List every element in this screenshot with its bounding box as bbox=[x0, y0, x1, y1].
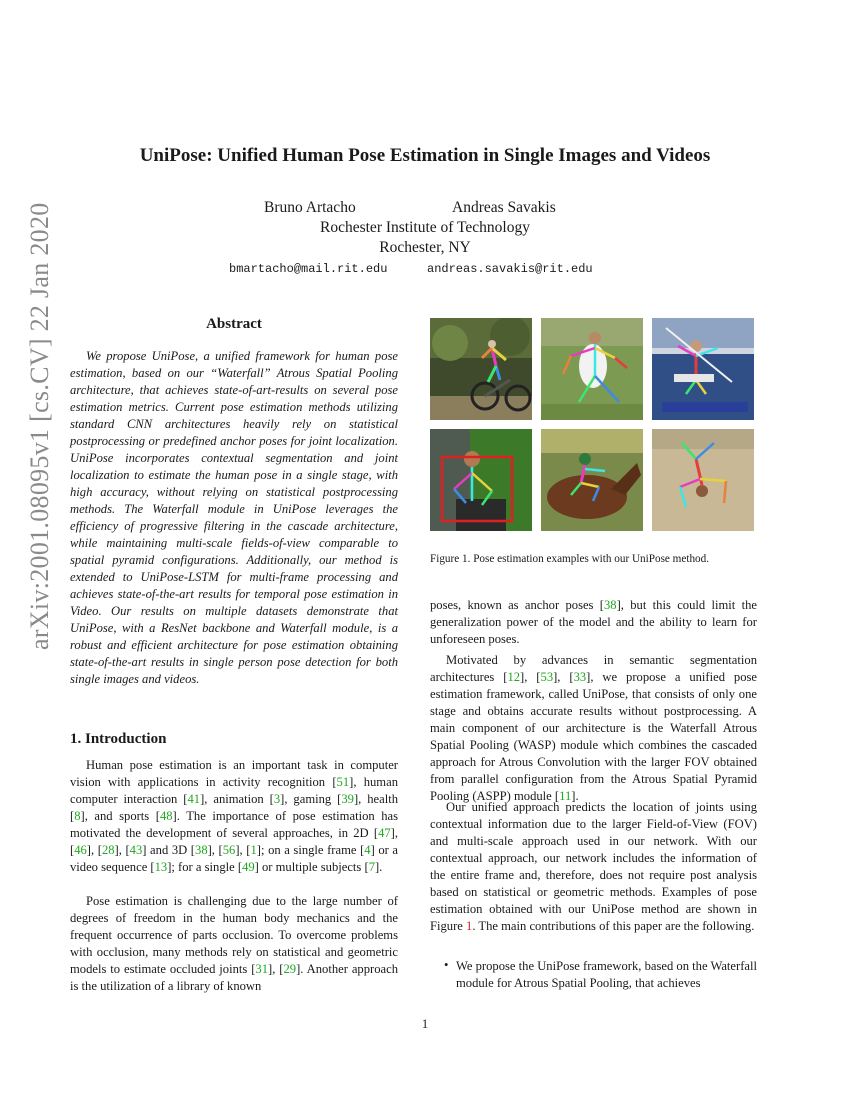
citation-link[interactable]: 47 bbox=[378, 826, 391, 840]
citation-link[interactable]: 53 bbox=[540, 670, 554, 684]
citation-link[interactable]: 8 bbox=[74, 809, 81, 823]
bullet-text: We propose the UniPose framework, based on the Waterfall module for Atrous Spatial Pooling, that achieves bbox=[456, 959, 757, 990]
figure-1 bbox=[430, 318, 755, 533]
citation-link[interactable]: 28 bbox=[101, 843, 115, 857]
figure-panel-bmx-rider bbox=[430, 318, 532, 420]
citation-link[interactable]: 38 bbox=[603, 598, 617, 612]
figure-panel-tennis-player bbox=[541, 318, 643, 420]
citation-link[interactable]: 56 bbox=[222, 843, 236, 857]
figure-panel-kayaker bbox=[652, 318, 754, 420]
figure-panel-acrobat-flip bbox=[652, 429, 754, 531]
section-heading-introduction: 1. Introduction bbox=[70, 731, 167, 747]
figure-panel-jockey-on-horse bbox=[541, 429, 643, 531]
citation-link[interactable]: 4 bbox=[364, 843, 371, 857]
location: Rochester, NY bbox=[379, 239, 471, 256]
paper-title: UniPose: Unified Human Pose Estimation in Single Images and Videos bbox=[139, 145, 711, 166]
figure-panel-person-with-bounding-box bbox=[430, 429, 532, 531]
abstract-text: We propose UniPose, a unified framework for human pose estimation, based on our “Waterfall” Atrous Spatial Pooling architecture, that achieves state-of-art-results on several pose estimation metrics. Current pose estimation methods utilizing standard CNN architectures heavily rely on statistical postprocessing or predefined anchor poses for joint localization. UniPose incorporates contextual segmentation and joint localization to estimate the human pose in a single stage, with high accuracy, without relying on statistical postprocessing methods. The Waterfall module in UniPose leverages the efficiency of progressive filtering in the cascade architecture, while maintaining multi-scale fields-of-view comparable to spatial pyramid configurations. Additionally, our method is extended to UniPose-LSTM for multi-frame processing and achieves state-of-the-art results for temporal pose estimation in Video. Our results on multiple datasets demonstrate that UniPose, with a ResNet backbone and Waterfall module, is a robust and efficient architecture for pose estimation obtaining state-of-the-art results in single person pose detection for both single images and videos. bbox=[70, 349, 398, 686]
citation-link[interactable]: 46 bbox=[74, 843, 87, 857]
citation-link[interactable]: 3 bbox=[273, 792, 281, 806]
page-number: 1 bbox=[421, 1017, 429, 1031]
paragraph: Our unified approach predicts the location of joints using contextual information due to the larger Field-of-View (FOV) and multi-scale approach used in our network. With our contextual approach, our network includes the information of the entire frame and, therefore, does not require post analysis based on statistical or geometric methods. Examples of pose estimation obtained with our UniPose method are shown in Figure 1. The main contributions of this paper are the following. bbox=[430, 800, 757, 933]
citation-link[interactable]: 33 bbox=[573, 670, 587, 684]
author-name: Andreas Savakis bbox=[452, 199, 556, 216]
affiliation: Rochester Institute of Technology bbox=[320, 219, 530, 236]
citation-link[interactable]: 31 bbox=[255, 962, 269, 976]
paragraph: Pose estimation is challenging due to the large number of degrees of freedom in the human body mechanics and the frequent occurrence of parts occlusion. To overcome problems with occlusion, many methods rely on statistical and geometric models to estimate occluded joints [31], [29]. Another approach is the utilization of a library of known bbox=[70, 894, 398, 993]
bullet-icon: • bbox=[444, 958, 449, 972]
citation-link[interactable]: 7 bbox=[368, 860, 375, 874]
citation-link[interactable]: 48 bbox=[159, 809, 173, 823]
citation-link[interactable]: 41 bbox=[187, 792, 201, 806]
figure-caption: Figure 1. Pose estimation examples with our UniPose method. bbox=[430, 553, 710, 565]
citation-link[interactable]: 49 bbox=[242, 860, 255, 874]
author-email[interactable]: bmartacho@mail.rit.edu bbox=[229, 262, 388, 276]
citation-link[interactable]: 38 bbox=[195, 843, 208, 857]
paragraph: poses, known as anchor poses [38], but this could limit the generalization power of the model and the ability to learn for unforeseen poses. bbox=[430, 598, 757, 646]
paragraph: Human pose estimation is an important task in computer vision with applications in activity recognition [51], human computer interaction [41], animation [3], gaming [39], health [8], and sports [48]. The importance of pose estimation has motivated the development of several approaches, in 2D [47], [46], [28], [43] and 3D [38], [56], [1]; on a single frame [4] or a video sequence [13]; for a single [49] or multiple subjects [7]. bbox=[70, 758, 399, 874]
citation-link[interactable]: 29 bbox=[283, 962, 297, 976]
citation-link[interactable]: 11 bbox=[559, 789, 572, 803]
citation-link[interactable]: 51 bbox=[336, 775, 350, 789]
author-email[interactable]: andreas.savakis@rit.edu bbox=[427, 262, 593, 276]
citation-link[interactable]: 39 bbox=[341, 792, 354, 806]
author-name: Bruno Artacho bbox=[264, 199, 356, 216]
citation-link[interactable]: 13 bbox=[154, 860, 168, 874]
arxiv-stamp: arXiv:2001.08095v1 [cs.CV] 22 Jan 2020 bbox=[25, 202, 54, 650]
citation-link[interactable]: 12 bbox=[507, 670, 521, 684]
citation-link[interactable]: 43 bbox=[129, 843, 143, 857]
paragraph: Motivated by advances in semantic segmentation architectures [12], [53], [33], we propose a unified pose estimation framework, called UniPose, that consists of only one stage and obtains accurate results without postprocessing. A main component of our architecture is the Waterfall Atrous Spatial Pooling (WASP) module which combines the cascaded approach for Atrous Convolution with the larger FOV obtained from parallel configuration from the Atrous Spatial Pyramid Pooling (ASPP) module [11]. bbox=[430, 653, 758, 803]
figure-reference-link[interactable]: 1 bbox=[466, 919, 473, 933]
citation-link[interactable]: 1 bbox=[250, 843, 257, 857]
abstract-heading: Abstract bbox=[206, 316, 262, 332]
